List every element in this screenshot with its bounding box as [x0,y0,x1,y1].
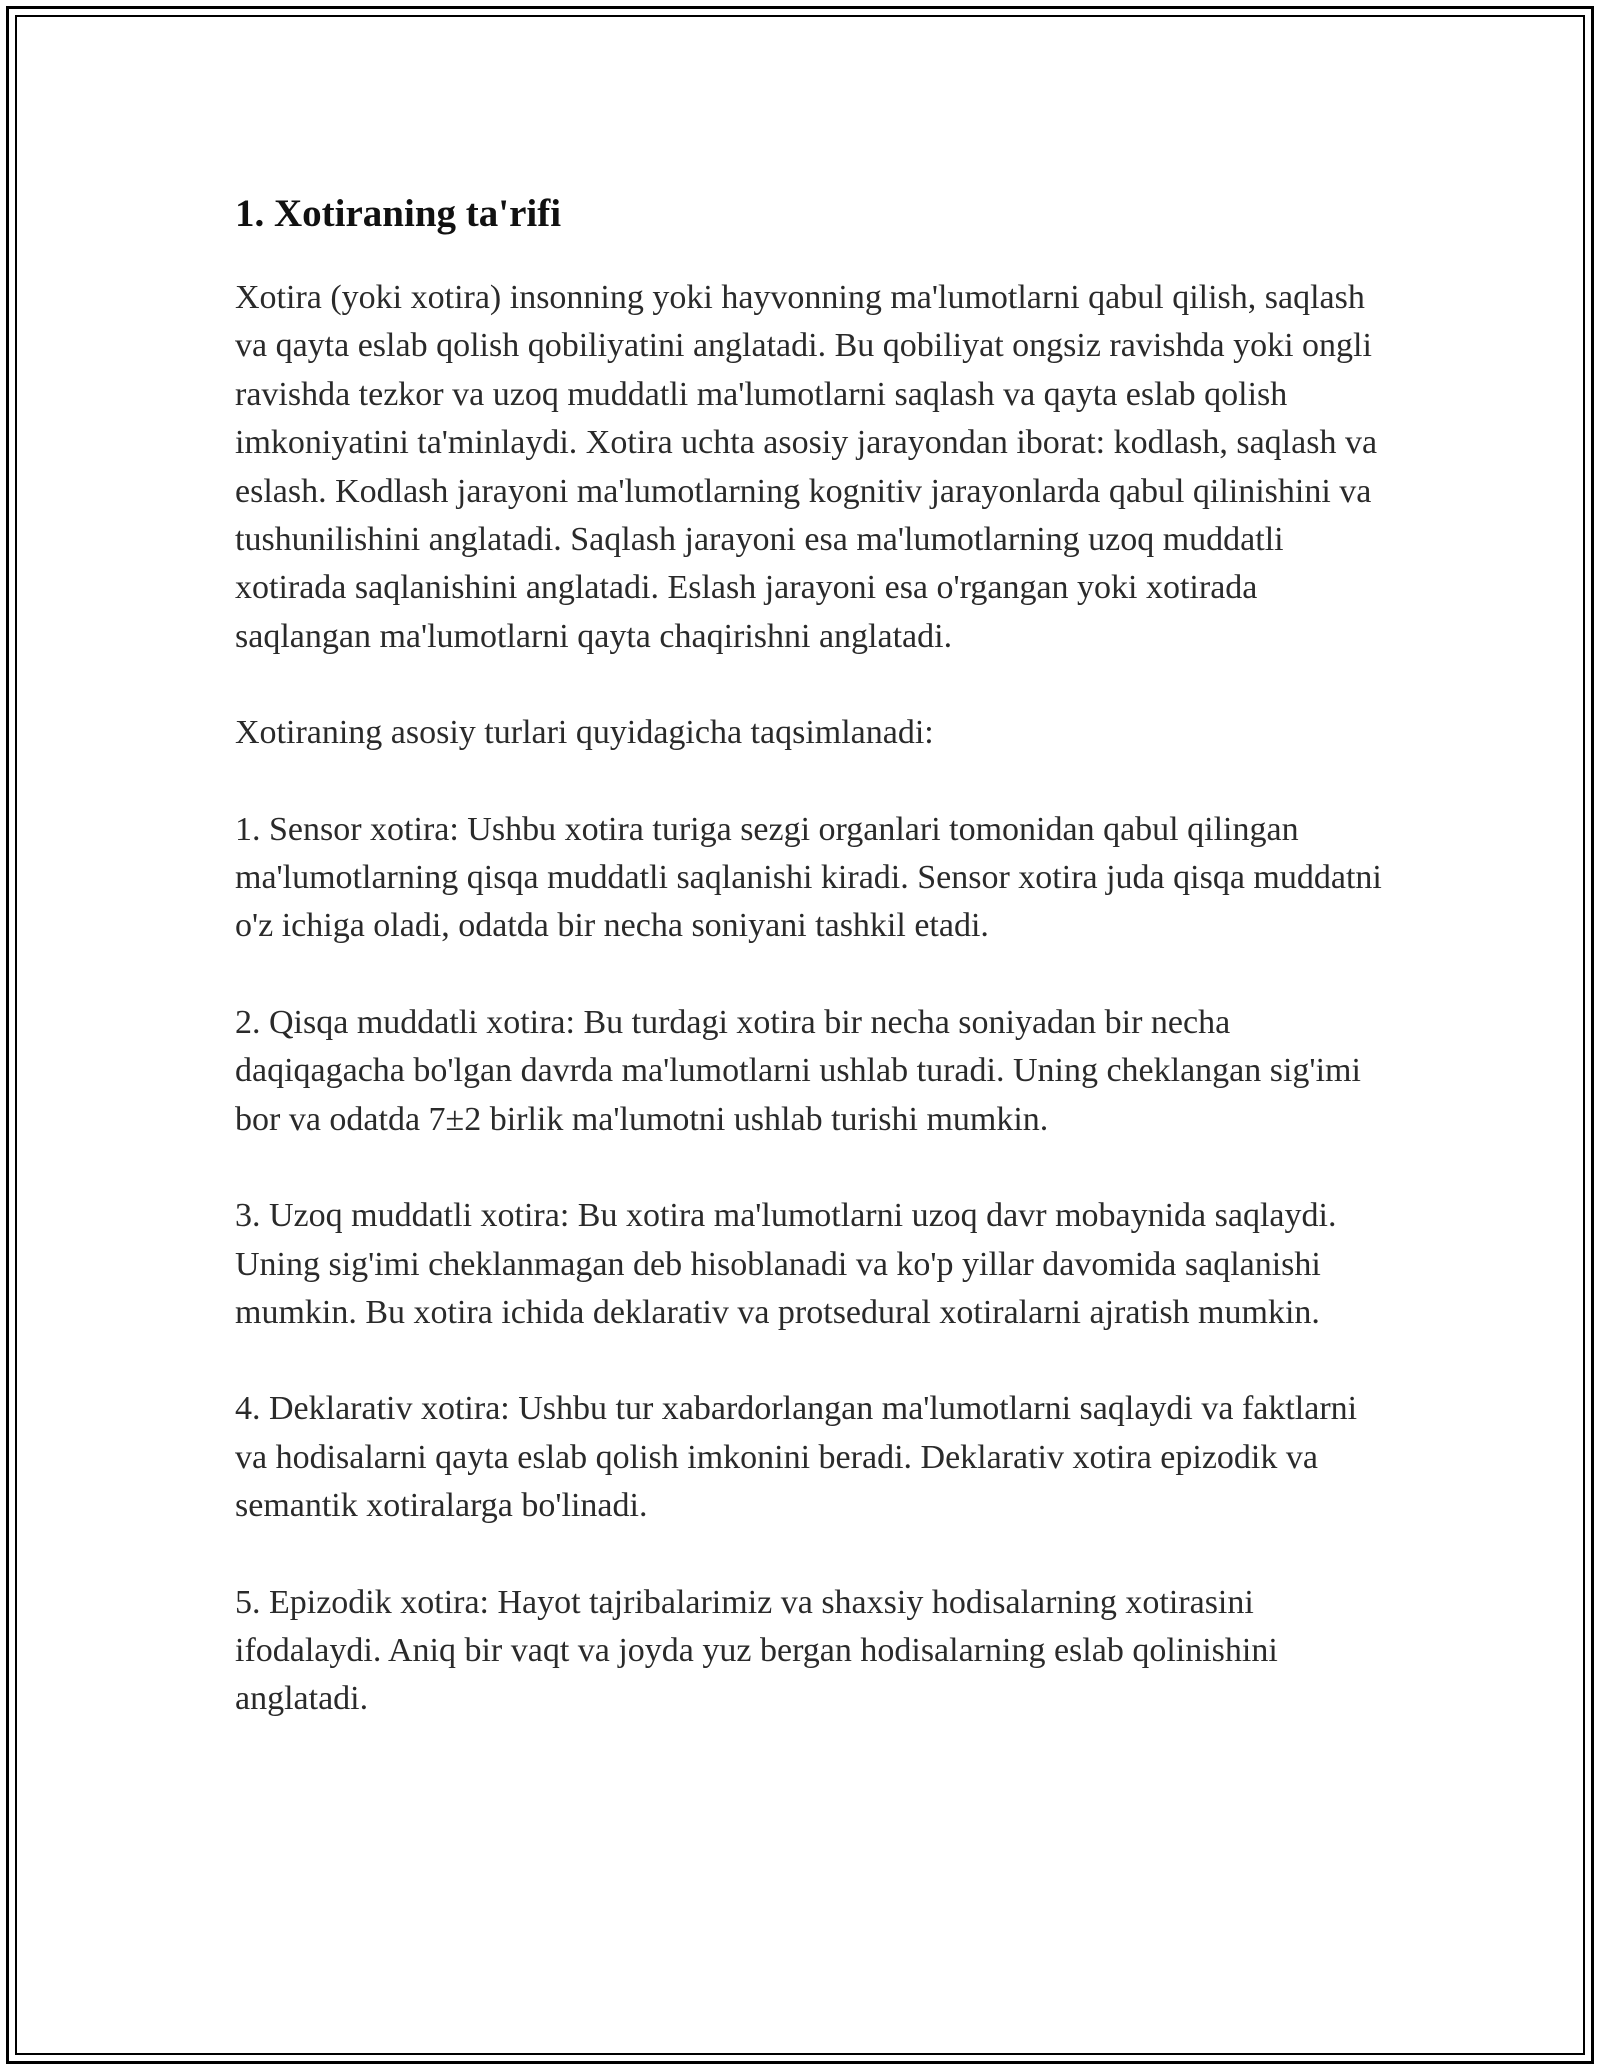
list-item-long-term-memory: 3. Uzoq muddatli xotira: Bu xotira ma'lumotlarni uzoq davr mobaynida saqlaydi. Uning sig'imi cheklanmagan deb hisoblanadi va ko'p yillar davomida saqlanishi mumkin. Bu xotira ichida deklarativ va protsedural xotiralarni ajratish mumkin. [235,1197,1337,1331]
list-item-sensor-memory: 1. Sensor xotira: Ushbu xotira turiga sezgi organlari tomonidan qabul qilingan ma'lumotlarning qisqa muddatli saqlanishi kiradi. Sensor xotira juda qisqa muddatni o'z ichiga oladi, odatda bir necha soniyani tashkil etadi. [235,810,1382,945]
paragraph-definition: Xotira (yoki xotira) insonning yoki hayvonning ma'lumotlarni qabul qilish, saqlash va qayta eslab qolish qobiliyatini anglatadi. Bu qobiliyat ongsiz ravishda yoki ongli ravishda tezkor va uzoq muddatli ma'lumotlarni saqlash va qayta eslab qolish imkoniyatini ta'minlaydi. Xotira uchta asosiy jarayondan iborat: kodlash, saqlash va eslash. Kodlash jarayoni ma'lumotlarning kognitiv jarayonlarda qabul qilinishini va tushunilishini anglatadi. Saqlash jarayoni esa ma'lumotlarning uzoq muddatli xotirada saqlanishini anglatadi. Eslash jarayoni esa o'rgangan yoki xotirada saqlangan ma'lumotlarni qayta chaqirishni anglatadi. [235,279,1378,655]
list-item-episodic-memory: 5. Epizodik xotira: Hayot tajribalarimiz va shaxsiy hodisalarning xotirasini ifodalaydi. Aniq bir vaqt va joyda yuz bergan hodisalarning eslab qolinishini anglatadi. [235,1583,1278,1718]
list-item-short-term-memory: 2. Qisqa muddatli xotira: Bu turdagi xotira bir necha soniyadan bir necha daqiqagacha bo'lgan davrda ma'lumotlarni ushlab turadi. Uning cheklangan sig'imi bor va odatda 7±2 birlik ma'lumotni ushlab turishi mumkin. [235,1003,1361,1138]
list-item-declarative-memory: 4. Deklarativ xotira: Ushbu tur xabardorlangan ma'lumotlarni saqlaydi va faktlarni va hodisalarni qayta eslab qolish imkonini beradi. Deklarativ xotira epizodik va semantik xotiralarga bo'linadi. [235,1390,1358,1525]
section-heading: 1. Xotiraning ta'rifi [235,192,562,235]
paragraph-types-intro: Xotiraning asosiy turlari quyidagicha taqsimlanadi: [235,714,934,752]
document-body [235,186,1385,1772]
